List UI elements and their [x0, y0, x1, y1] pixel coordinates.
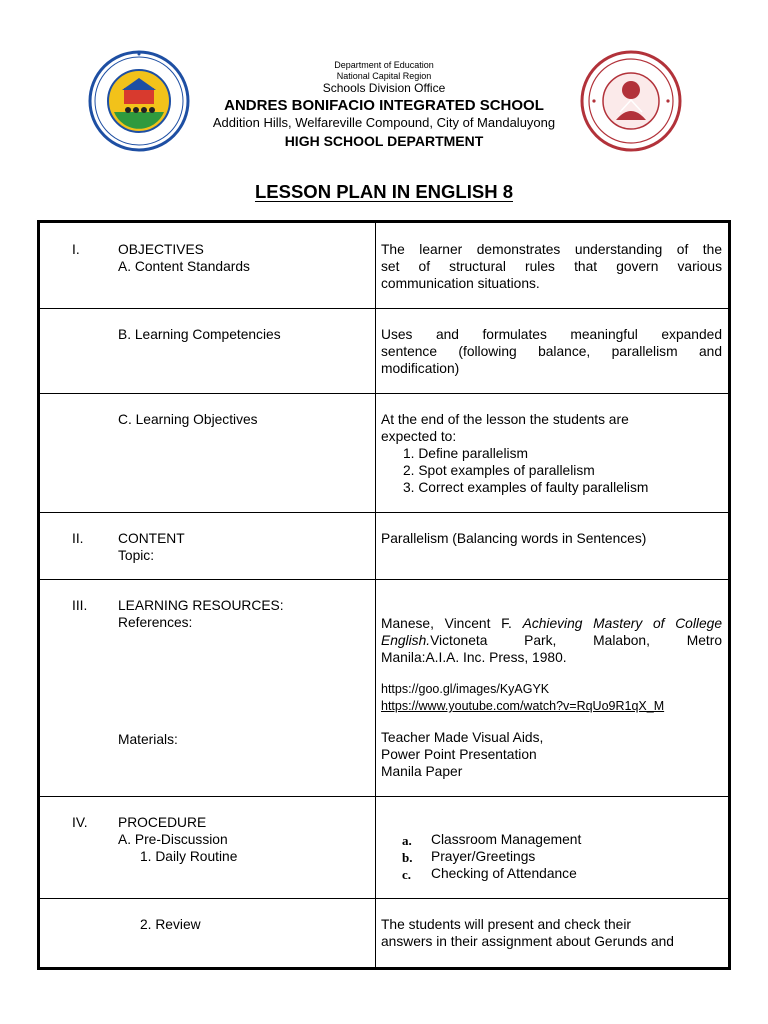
row-divider [40, 898, 728, 899]
pre-discussion-label: A. Pre-Discussion [118, 832, 228, 847]
review-text: The students will present and check their answers in their assignment about Gerunds and [381, 917, 674, 949]
routine-item-letter: c. [402, 867, 412, 882]
row-divider [40, 393, 728, 394]
department-name: Department of Education [334, 60, 434, 70]
content-standards-label: A. Content Standards [118, 259, 250, 274]
school-name: ANDRES BONIFACIO INTEGRATED SCHOOL [224, 97, 544, 114]
reference-link-2[interactable]: https://www.youtube.com/watch?v=RqUo9R1qX_M [381, 699, 665, 713]
row-divider [40, 308, 728, 309]
materials-list: Teacher Made Visual Aids, Power Point Presentation Manila Paper [381, 730, 544, 779]
reference-citation: Manese, Vincent F. Achieving Mastery of College English.Victoneta Park, Malabon, Metro Manila:A.I.A. Inc. Press, 1980. [381, 616, 722, 665]
learning-objectives-text: At the end of the lesson the students are expected to: 1. Define parallelism 2. Spot examples of parallelism 3. Correct examples of faulty parallelism [381, 411, 722, 496]
region-name: National Capital Region [336, 71, 432, 81]
review-label: 2. Review [140, 917, 201, 932]
section-number: IV. [72, 815, 88, 830]
school-address: Addition Hills, Welfareville Compound, City of Mandaluyong [212, 115, 556, 130]
page-title: LESSON PLAN IN ENGLISH 8 [254, 181, 513, 202]
office-name: Schools Division Office [322, 81, 446, 95]
section-heading-procedure: PROCEDURE [118, 815, 207, 830]
section-heading-resources: LEARNING RESOURCES: [118, 598, 284, 613]
topic-text: Parallelism (Balancing words in Sentences) [381, 531, 647, 546]
section-number: III. [72, 598, 88, 613]
content-standards-text: The learner demonstrates understanding of the set of structural rules that govern various communication situations. [381, 242, 722, 291]
topic-label: Topic: [118, 548, 155, 563]
row-divider [40, 579, 728, 580]
column-divider [375, 223, 376, 967]
row-divider [40, 796, 728, 797]
hs-department-name: HIGH SCHOOL DEPARTMENT [284, 133, 484, 149]
lesson-plan-table [37, 220, 731, 970]
materials-label: Materials: [118, 732, 178, 747]
row-divider [40, 512, 728, 513]
references-label: References: [118, 615, 193, 630]
routine-item: Classroom Management [431, 832, 582, 847]
section-number: II. [72, 531, 84, 546]
learning-objectives-label: C. Learning Objectives [118, 412, 258, 427]
reference-link-1[interactable]: https://goo.gl/images/KyAGYK [381, 682, 550, 696]
objective-item: 3. Correct examples of faulty parallelism [403, 480, 649, 495]
learning-competencies-text: Uses and formulates meaningful expanded sentence (following balance, parallelism and modification) [381, 327, 722, 376]
objective-item: 2. Spot examples of parallelism [403, 463, 595, 478]
objective-item: 1. Define parallelism [403, 446, 528, 461]
routine-item-letter: b. [402, 850, 413, 865]
routine-item: Prayer/Greetings [431, 849, 536, 864]
section-heading-objectives: OBJECTIVES [118, 242, 204, 257]
daily-routine-label: 1. Daily Routine [140, 849, 238, 864]
routine-item-letter: a. [402, 833, 412, 848]
section-heading-content: CONTENT [118, 531, 185, 546]
routine-item: Checking of Attendance [431, 866, 577, 881]
section-number: I. [72, 242, 80, 257]
learning-competencies-label: B. Learning Competencies [118, 327, 281, 342]
